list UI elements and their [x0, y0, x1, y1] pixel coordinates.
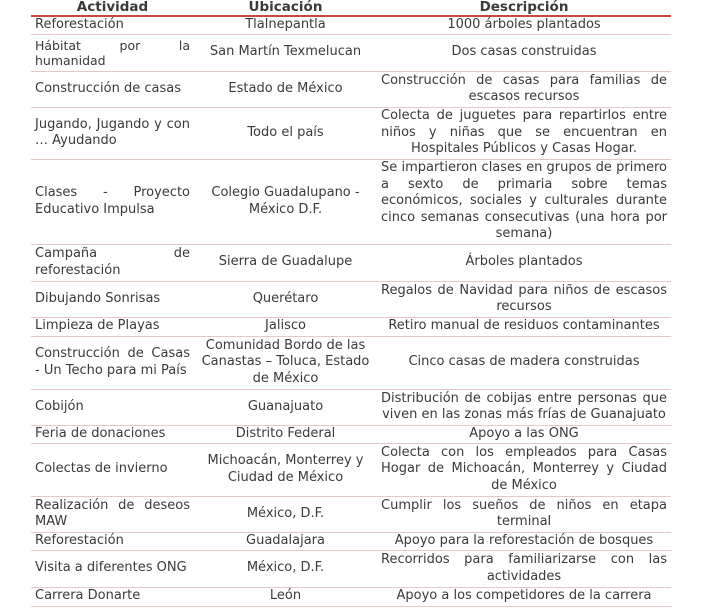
description-cell: Dos casas construidas [377, 34, 671, 71]
description-cell: Distribución de cobijas entre personas que viven en las zonas más frías de Guanajuato [377, 389, 671, 425]
location-cell: Tlalnepantla [194, 16, 377, 34]
location-cell: León [194, 587, 377, 606]
location-cell: Estado de México [194, 71, 377, 107]
activity-cell: Carrera Donarte [31, 587, 194, 606]
activity-cell: Construcción de Casas - Un Techo para mi País [31, 336, 194, 389]
description-cell: Se impartieron clases en grupos de primero a sexto de primaria sobre temas económicos, sociales y culturales durante cinco semanas consecutivas (una hora por semana) [377, 159, 671, 244]
description-cell: Construcción de casas para familias de escasos recursos [377, 71, 671, 107]
activity-cell: Reforestación [31, 532, 194, 550]
location-cell: Sierra de Guadalupe [194, 244, 377, 281]
description-cell: Cumplir los sueños de niños en etapa terminal [377, 496, 671, 532]
table-row [31, 336, 671, 389]
activity-cell: Clases - Proyecto Educativo Impulsa [31, 159, 194, 244]
table-body [31, 16, 671, 606]
description-cell: Apoyo a los competidores de la carrera [377, 587, 671, 606]
table-header [31, 0, 671, 16]
description-cell: Colecta de juguetes para repartirlos entre niños y niñas que se encuentran en Hospitales Públicos y Casas Hogar. [377, 107, 671, 159]
location-cell: México, D.F. [194, 496, 377, 532]
location-cell: Distrito Federal [194, 425, 377, 443]
location-cell: Guadalajara [194, 532, 377, 550]
table-row [31, 16, 671, 34]
description-cell: 1000 árboles plantados [377, 16, 671, 34]
activity-cell: Reforestación [31, 16, 194, 34]
table-row [31, 71, 671, 107]
description-cell: Recorridos para familiarizarse con las actividades [377, 550, 671, 587]
table-row [31, 159, 671, 244]
location-cell: San Martín Texmelucan [194, 34, 377, 71]
description-cell: Colecta con los empleados para Casas Hogar de Michoacán, Monterrey y Ciudad de México [377, 443, 671, 496]
description-cell: Árboles plantados [377, 244, 671, 281]
activity-cell: Jugando, Jugando y con … Ayudando [31, 107, 194, 159]
activity-cell: Realización de deseos MAW [31, 496, 194, 532]
header-activity: Actividad [31, 0, 194, 16]
activity-cell: Visita a diferentes ONG [31, 550, 194, 587]
table-row [31, 550, 671, 587]
activities-table [31, 0, 671, 607]
header-location: Ubicación [194, 0, 377, 16]
description-cell: Cinco casas de madera construidas [377, 336, 671, 389]
table-row [31, 532, 671, 550]
header-description: Descripción [377, 0, 671, 16]
activity-cell: Dibujando Sonrisas [31, 281, 194, 317]
table-row [31, 389, 671, 425]
location-cell: Jalisco [194, 317, 377, 336]
location-cell: Comunidad Bordo de las Canastas – Toluca, Estado de México [194, 336, 377, 389]
description-cell: Apoyo para la reforestación de bosques [377, 532, 671, 550]
table-row [31, 317, 671, 336]
table-row [31, 425, 671, 443]
table-row [31, 281, 671, 317]
table-row [31, 34, 671, 71]
table-row [31, 496, 671, 532]
description-cell: Regalos de Navidad para niños de escasos recursos [377, 281, 671, 317]
activity-cell: Cobijón [31, 389, 194, 425]
table-row [31, 587, 671, 606]
activity-cell: Campaña de reforestación [31, 244, 194, 281]
location-cell: México, D.F. [194, 550, 377, 587]
description-cell: Apoyo a las ONG [377, 425, 671, 443]
description-cell: Retiro manual de residuos contaminantes [377, 317, 671, 336]
activity-cell: Feria de donaciones [31, 425, 194, 443]
location-cell: Colegio Guadalupano - México D.F. [194, 159, 377, 244]
location-cell: Querétaro [194, 281, 377, 317]
header-row [31, 0, 671, 16]
location-cell: Michoacán, Monterrey y Ciudad de México [194, 443, 377, 496]
activity-cell: Limpieza de Playas [31, 317, 194, 336]
table-row [31, 107, 671, 159]
location-cell: Todo el país [194, 107, 377, 159]
location-cell: Guanajuato [194, 389, 377, 425]
activity-cell: Colectas de invierno [31, 443, 194, 496]
activity-cell: Hábitat por la humanidad [31, 34, 194, 71]
table-row [31, 443, 671, 496]
table-row [31, 244, 671, 281]
activity-cell: Construcción de casas [31, 71, 194, 107]
